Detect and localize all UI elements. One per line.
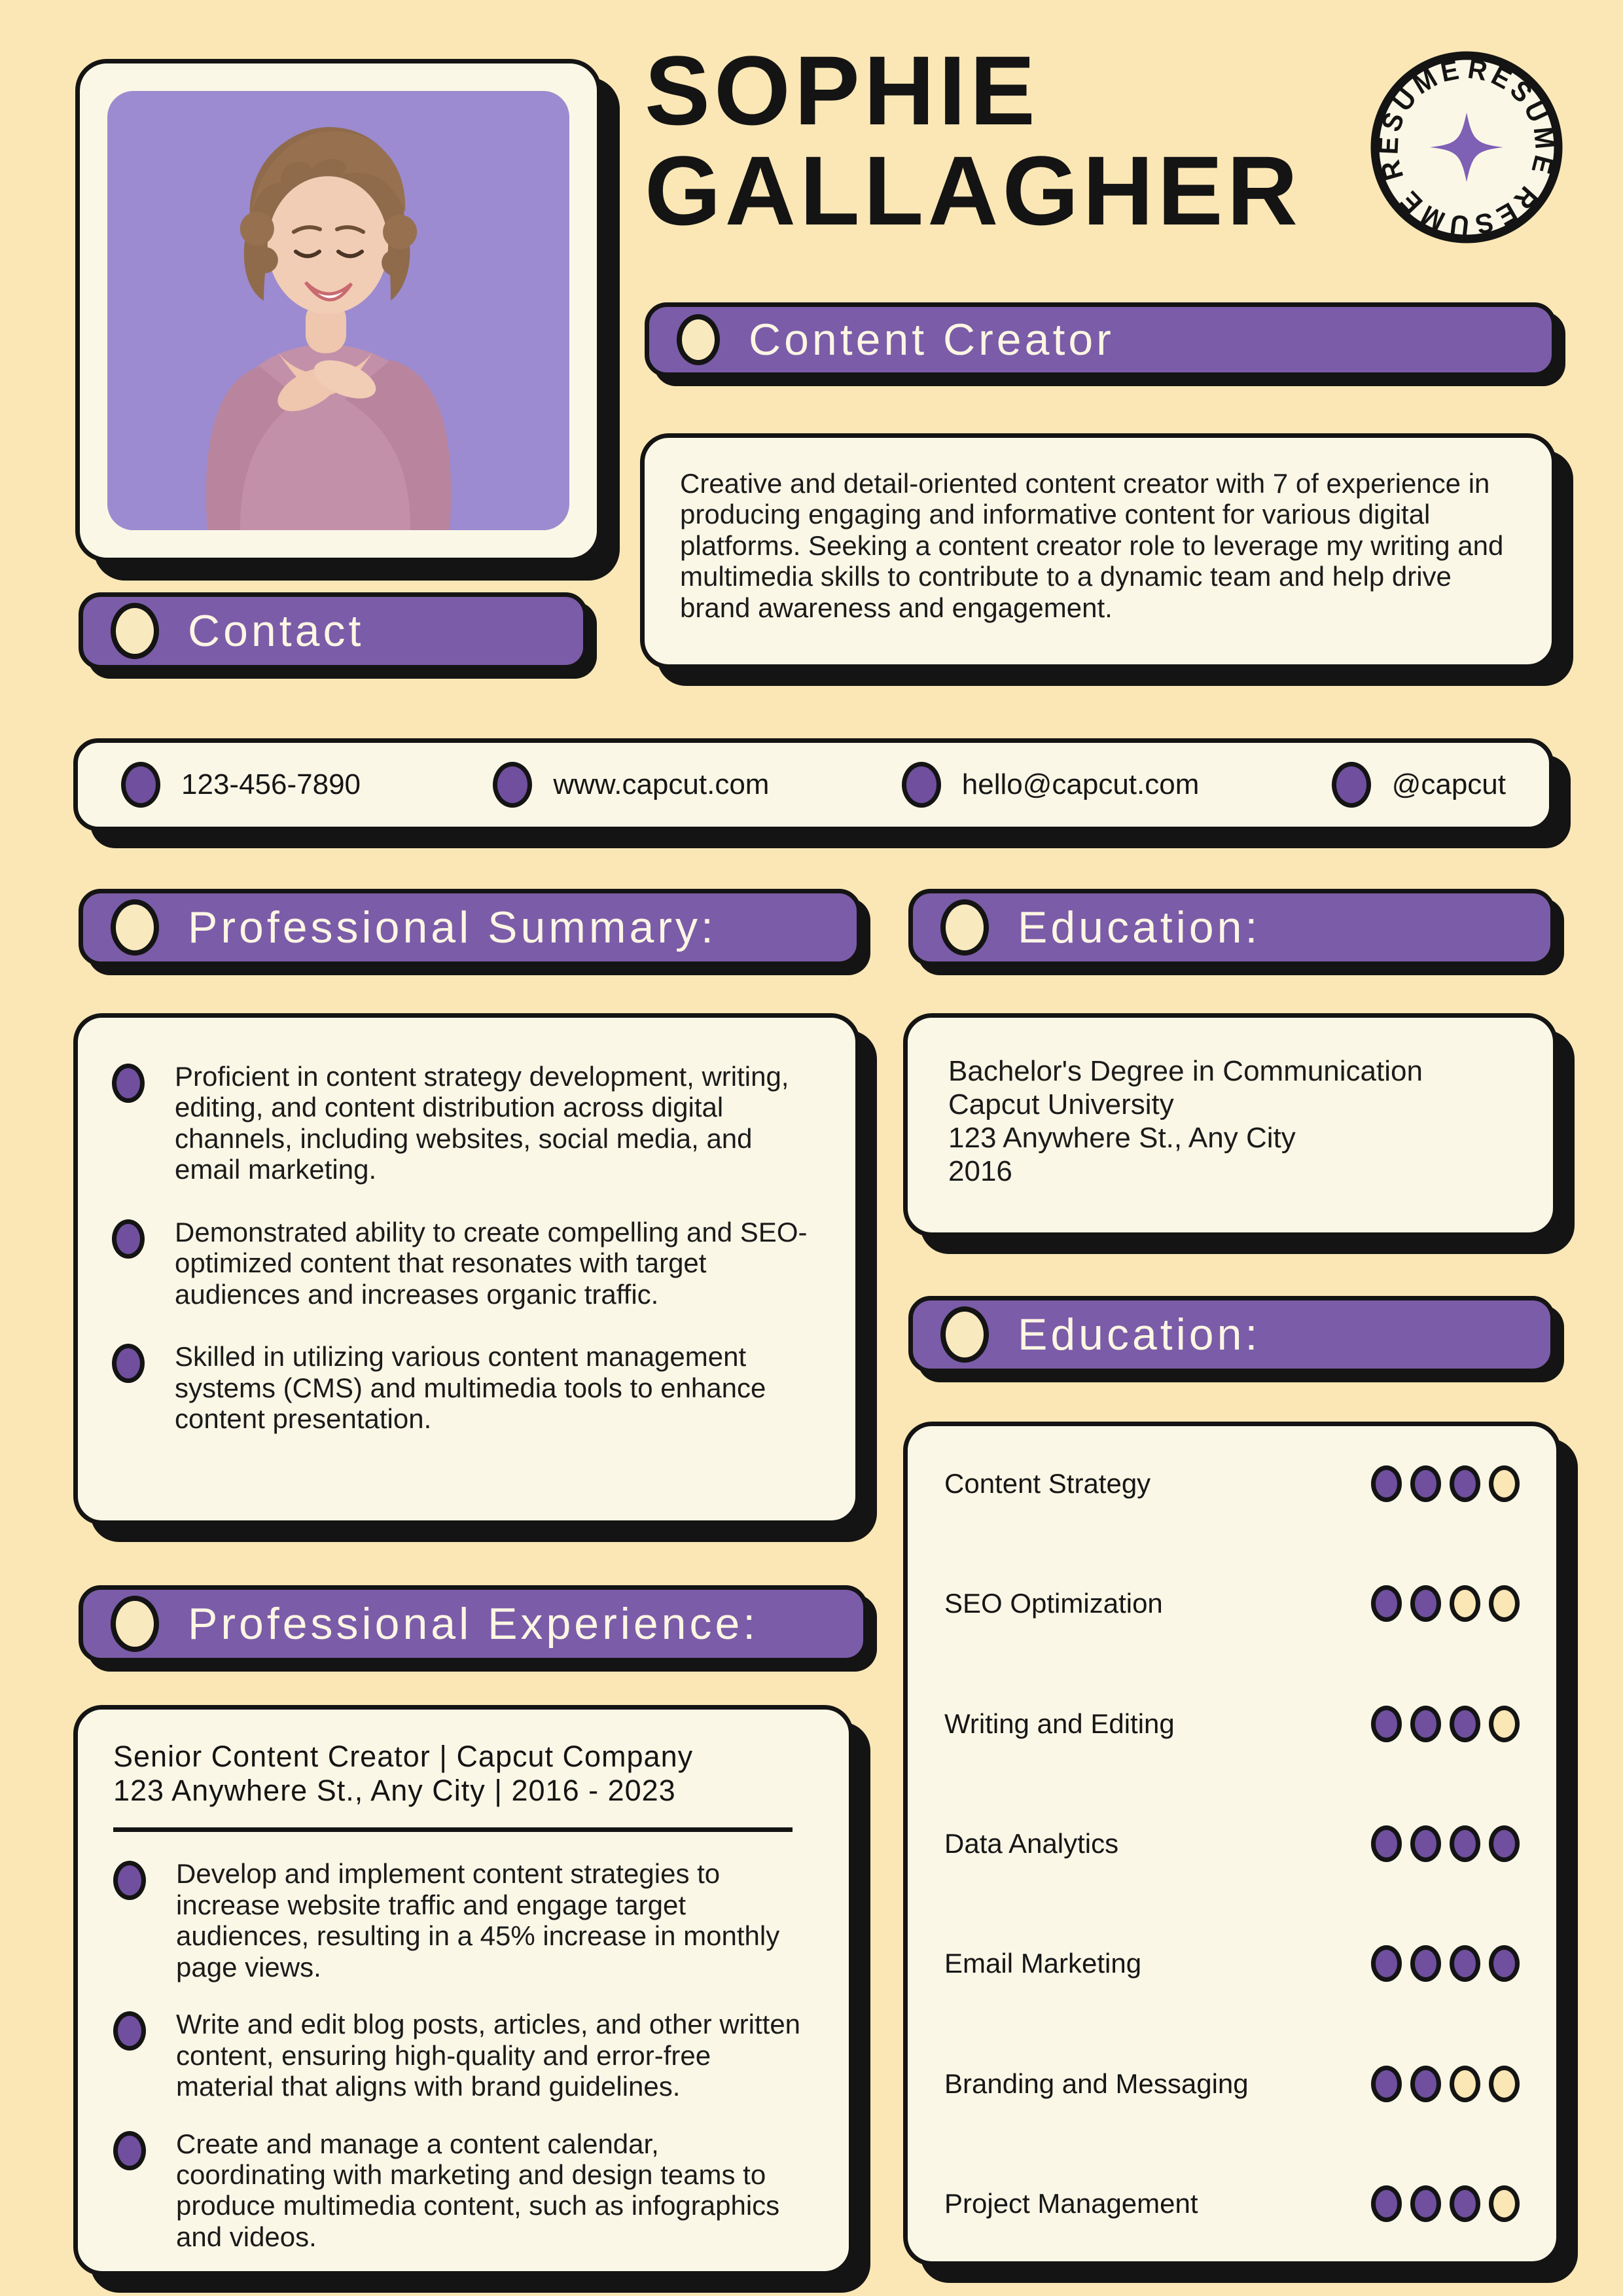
experience-title-line1: Senior Content Creator | Capcut Company (113, 1740, 694, 1773)
bullet-icon (112, 1344, 145, 1383)
rating-dot-icon (1489, 1465, 1520, 1502)
rating-dot-icon (1489, 1585, 1520, 1622)
professional-summary-banner (79, 889, 861, 966)
rating-dot-icon (1371, 1585, 1402, 1622)
summary-bullet (112, 1061, 821, 1185)
skill-row (944, 2185, 1520, 2222)
contact-email[interactable] (902, 762, 1200, 808)
skill-rating (1371, 1465, 1520, 1502)
skill-row (944, 1945, 1520, 1982)
experience-bullet (113, 2128, 813, 2253)
summary-bullet-text: Demonstrated ability to create compelling and SEO-optimized content that resonates with target audiences and increases organic traffic. (175, 1216, 808, 1310)
skill-rating (1371, 1825, 1520, 1862)
rating-dot-icon (1410, 1945, 1441, 1982)
bullet-icon (113, 1861, 146, 1900)
skill-row (944, 2066, 1520, 2102)
rating-dot-icon (1450, 1825, 1480, 1862)
rating-dot-icon (1371, 1465, 1402, 1502)
badge-ring-text: RESUME RESUME RESUME (1372, 53, 1561, 242)
rating-dot-icon (1450, 1585, 1480, 1622)
skill-rating (1371, 1945, 1520, 1982)
rating-dot-icon (1450, 1945, 1480, 1982)
summary-bullet-text: Skilled in utilizing various content management systems (CMS) and multimedia tools to enhance content presentation. (175, 1341, 766, 1435)
contact-website[interactable] (493, 762, 769, 808)
skills-banner (908, 1296, 1555, 1373)
skill-row (944, 1706, 1520, 1742)
experience-title-line2: 123 Anywhere St., Any City | 2016 - 2023 (113, 1774, 676, 1808)
skill-row (944, 1825, 1520, 1862)
rating-dot-icon (1489, 2066, 1520, 2102)
skill-label: Project Management (944, 2187, 1198, 2219)
email-address: hello@capcut.com (961, 768, 1200, 800)
phone-number: 123-456-7890 (181, 768, 361, 800)
last-name: GALLAGHER (645, 135, 1302, 245)
experience-bullet-text: Write and edit blog posts, articles, and other written content, ensuring high-quality and error-free material that aligns with brand guidelines. (176, 2009, 801, 2102)
phone-dot-icon (121, 762, 160, 808)
resume-badge (1369, 50, 1564, 245)
rating-dot-icon (1371, 1945, 1402, 1982)
rating-dot-icon (1410, 2066, 1441, 2102)
social-dot-icon (1332, 762, 1371, 808)
intro-box (640, 433, 1556, 669)
summary-bullet (112, 1217, 821, 1310)
bullet-icon (112, 1064, 145, 1103)
skill-rating (1371, 1706, 1520, 1742)
education-school: Capcut University (948, 1088, 1174, 1121)
summary-bullet-text: Proficient in content strategy development, writing, editing, and content distribution across digital channels, including websites, social media, and email marketing. (175, 1061, 789, 1185)
rating-dot-icon (1450, 2185, 1480, 2222)
education-box (903, 1013, 1558, 1237)
contact-bar (73, 738, 1554, 831)
education-banner-label: Education: (1018, 903, 1261, 952)
rating-dot-icon (1371, 2185, 1402, 2222)
experience-bullet (113, 1858, 813, 1982)
experience-title (113, 1740, 813, 1808)
professional-experience-banner (79, 1585, 868, 1662)
intro-text: Creative and detail-oriented content creator with 7 of experience in producing engaging and informative content for various digital platforms. Seeking a content creator role to leverage my writing and multimedia skills to contribute to a dynamic team and help drive brand awareness and engagement. (680, 468, 1504, 623)
banner-dot-icon (111, 603, 159, 659)
skill-row (944, 1585, 1520, 1622)
bullet-icon (112, 1219, 145, 1259)
rating-dot-icon (1489, 1945, 1520, 1982)
rating-dot-icon (1450, 1465, 1480, 1502)
bullet-icon (113, 2011, 146, 2051)
skill-label: Writing and Editing (944, 1708, 1175, 1739)
skill-rating (1371, 2185, 1520, 2222)
professional-experience-banner-label: Professional Experience: (188, 1599, 759, 1649)
banner-dot-icon (940, 1306, 989, 1363)
rating-dot-icon (1450, 1706, 1480, 1742)
website-url: www.capcut.com (553, 768, 770, 800)
rating-dot-icon (1371, 1825, 1402, 1862)
rating-dot-icon (1489, 2185, 1520, 2222)
skill-label: Data Analytics (944, 1827, 1119, 1859)
rating-dot-icon (1371, 1706, 1402, 1742)
bullet-icon (113, 2131, 146, 2170)
divider (113, 1827, 793, 1832)
contact-phone[interactable] (121, 762, 361, 808)
banner-dot-icon (677, 314, 720, 365)
rating-dot-icon (1410, 1585, 1441, 1622)
summary-bullet (112, 1341, 821, 1434)
education-degree: Bachelor's Degree in Communication (948, 1055, 1423, 1087)
rating-dot-icon (1410, 1465, 1441, 1502)
rating-dot-icon (1410, 1825, 1441, 1862)
contact-banner (79, 592, 588, 670)
person-name (645, 35, 1378, 245)
rating-dot-icon (1371, 2066, 1402, 2102)
professional-summary-banner-label: Professional Summary: (188, 903, 717, 952)
role-banner-label: Content Creator (749, 315, 1115, 365)
skill-row (944, 1465, 1520, 1502)
rating-dot-icon (1410, 1706, 1441, 1742)
experience-bullet-text: Create and manage a content calendar, coordinating with marketing and design teams to produce multimedia content, such as infographics and videos. (176, 2128, 780, 2252)
skill-label: Branding and Messaging (944, 2068, 1249, 2099)
skill-rating (1371, 2066, 1520, 2102)
profile-photo (107, 91, 569, 530)
social-handle: @capcut (1391, 768, 1506, 800)
education-address: 123 Anywhere St., Any City (948, 1122, 1296, 1155)
experience-bullet (113, 2009, 813, 2102)
skill-rating (1371, 1585, 1520, 1622)
banner-dot-icon (111, 899, 159, 956)
skills-box (903, 1422, 1561, 2266)
experience-box (73, 1705, 853, 2276)
experience-bullet-text: Develop and implement content strategies to increase website traffic and engage target audiences, resulting in a 45% increase in monthly page views. (176, 1858, 780, 1982)
profile-photo-card (75, 59, 601, 562)
professional-summary-box (73, 1013, 860, 1525)
rating-dot-icon (1410, 2185, 1441, 2222)
contact-banner-label: Contact (188, 606, 365, 656)
skill-label: Content Strategy (944, 1468, 1151, 1499)
banner-dot-icon (940, 899, 989, 956)
email-dot-icon (902, 762, 941, 808)
education-banner (908, 889, 1555, 966)
profile-photo-illustration (107, 91, 569, 530)
skill-label: Email Marketing (944, 1948, 1142, 1979)
role-banner (645, 302, 1556, 377)
skills-banner-label: Education: (1018, 1310, 1261, 1359)
first-name: SOPHIE (645, 35, 1039, 145)
banner-dot-icon (111, 1596, 159, 1652)
rating-dot-icon (1450, 2066, 1480, 2102)
skill-label: SEO Optimization (944, 1588, 1163, 1619)
rating-dot-icon (1489, 1825, 1520, 1862)
website-dot-icon (493, 762, 532, 808)
contact-social[interactable] (1332, 762, 1506, 808)
education-year: 2016 (948, 1155, 1012, 1188)
rating-dot-icon (1489, 1706, 1520, 1742)
